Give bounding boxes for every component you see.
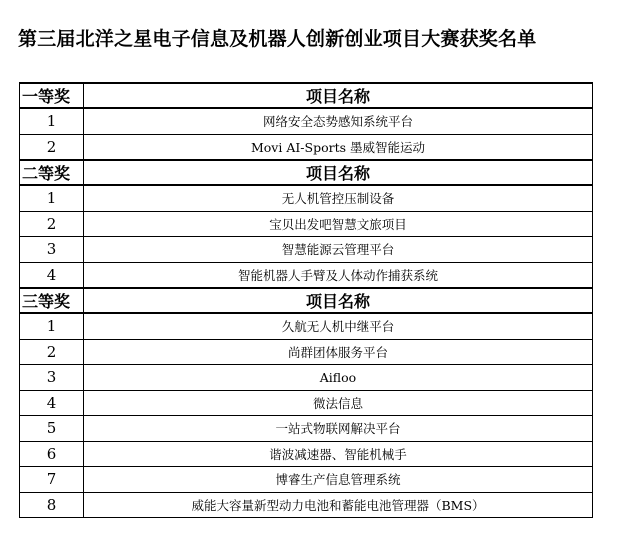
award-table — [19, 82, 593, 518]
table-row — [20, 365, 593, 391]
table-row — [20, 262, 593, 288]
project-name: Movi AI-Sports 墨威智能运动 — [84, 134, 593, 160]
table-row — [20, 211, 593, 237]
project-name: 无人机管控压制设备 — [84, 185, 593, 211]
rank-header-row — [20, 160, 593, 185]
table-row — [20, 467, 593, 493]
project-name-header: 项目名称 — [84, 160, 593, 185]
project-number: 5 — [20, 416, 84, 442]
project-name: 谐波减速器、智能机械手 — [84, 441, 593, 467]
document-title: 第三届北洋之星电子信息及机器人创新创业项目大赛获奖名单 — [18, 28, 537, 50]
project-name: 智能机器人手臂及人体动作捕获系统 — [84, 262, 593, 288]
project-number: 2 — [20, 339, 84, 365]
project-number: 6 — [20, 441, 84, 467]
table-row — [20, 185, 593, 211]
project-name: 宝贝出发吧智慧文旅项目 — [84, 211, 593, 237]
project-name-header: 项目名称 — [84, 83, 593, 108]
project-number: 8 — [20, 492, 84, 518]
project-number: 4 — [20, 390, 84, 416]
project-name: 尚群团体服务平台 — [84, 339, 593, 365]
project-name: 博睿生产信息管理系统 — [84, 467, 593, 493]
project-name: 智慧能源云管理平台 — [84, 237, 593, 263]
table-row — [20, 108, 593, 134]
table-row — [20, 134, 593, 160]
rank-header-row — [20, 83, 593, 108]
project-name: 网络安全态势感知系统平台 — [84, 108, 593, 134]
rank-label: 三等奖 — [20, 288, 84, 313]
table-row — [20, 390, 593, 416]
table-row — [20, 237, 593, 263]
project-number: 7 — [20, 467, 84, 493]
project-number: 1 — [20, 313, 84, 339]
project-name: 一站式物联网解决平台 — [84, 416, 593, 442]
project-name: 久航无人机中继平台 — [84, 313, 593, 339]
project-name: 微法信息 — [84, 390, 593, 416]
table-row — [20, 441, 593, 467]
table-row — [20, 339, 593, 365]
award-table-body — [20, 83, 593, 518]
rank-header-row — [20, 288, 593, 313]
rank-label: 二等奖 — [20, 160, 84, 185]
project-number: 2 — [20, 134, 84, 160]
project-name-header: 项目名称 — [84, 288, 593, 313]
project-number: 2 — [20, 211, 84, 237]
project-number: 1 — [20, 185, 84, 211]
table-row — [20, 313, 593, 339]
project-number: 3 — [20, 237, 84, 263]
project-name: 威能大容量新型动力电池和蓄能电池管理器（BMS） — [84, 492, 593, 518]
project-name: Aifloo — [84, 365, 593, 391]
table-row — [20, 492, 593, 518]
project-number: 1 — [20, 108, 84, 134]
project-number: 4 — [20, 262, 84, 288]
table-row — [20, 416, 593, 442]
project-number: 3 — [20, 365, 84, 391]
rank-label: 一等奖 — [20, 83, 84, 108]
